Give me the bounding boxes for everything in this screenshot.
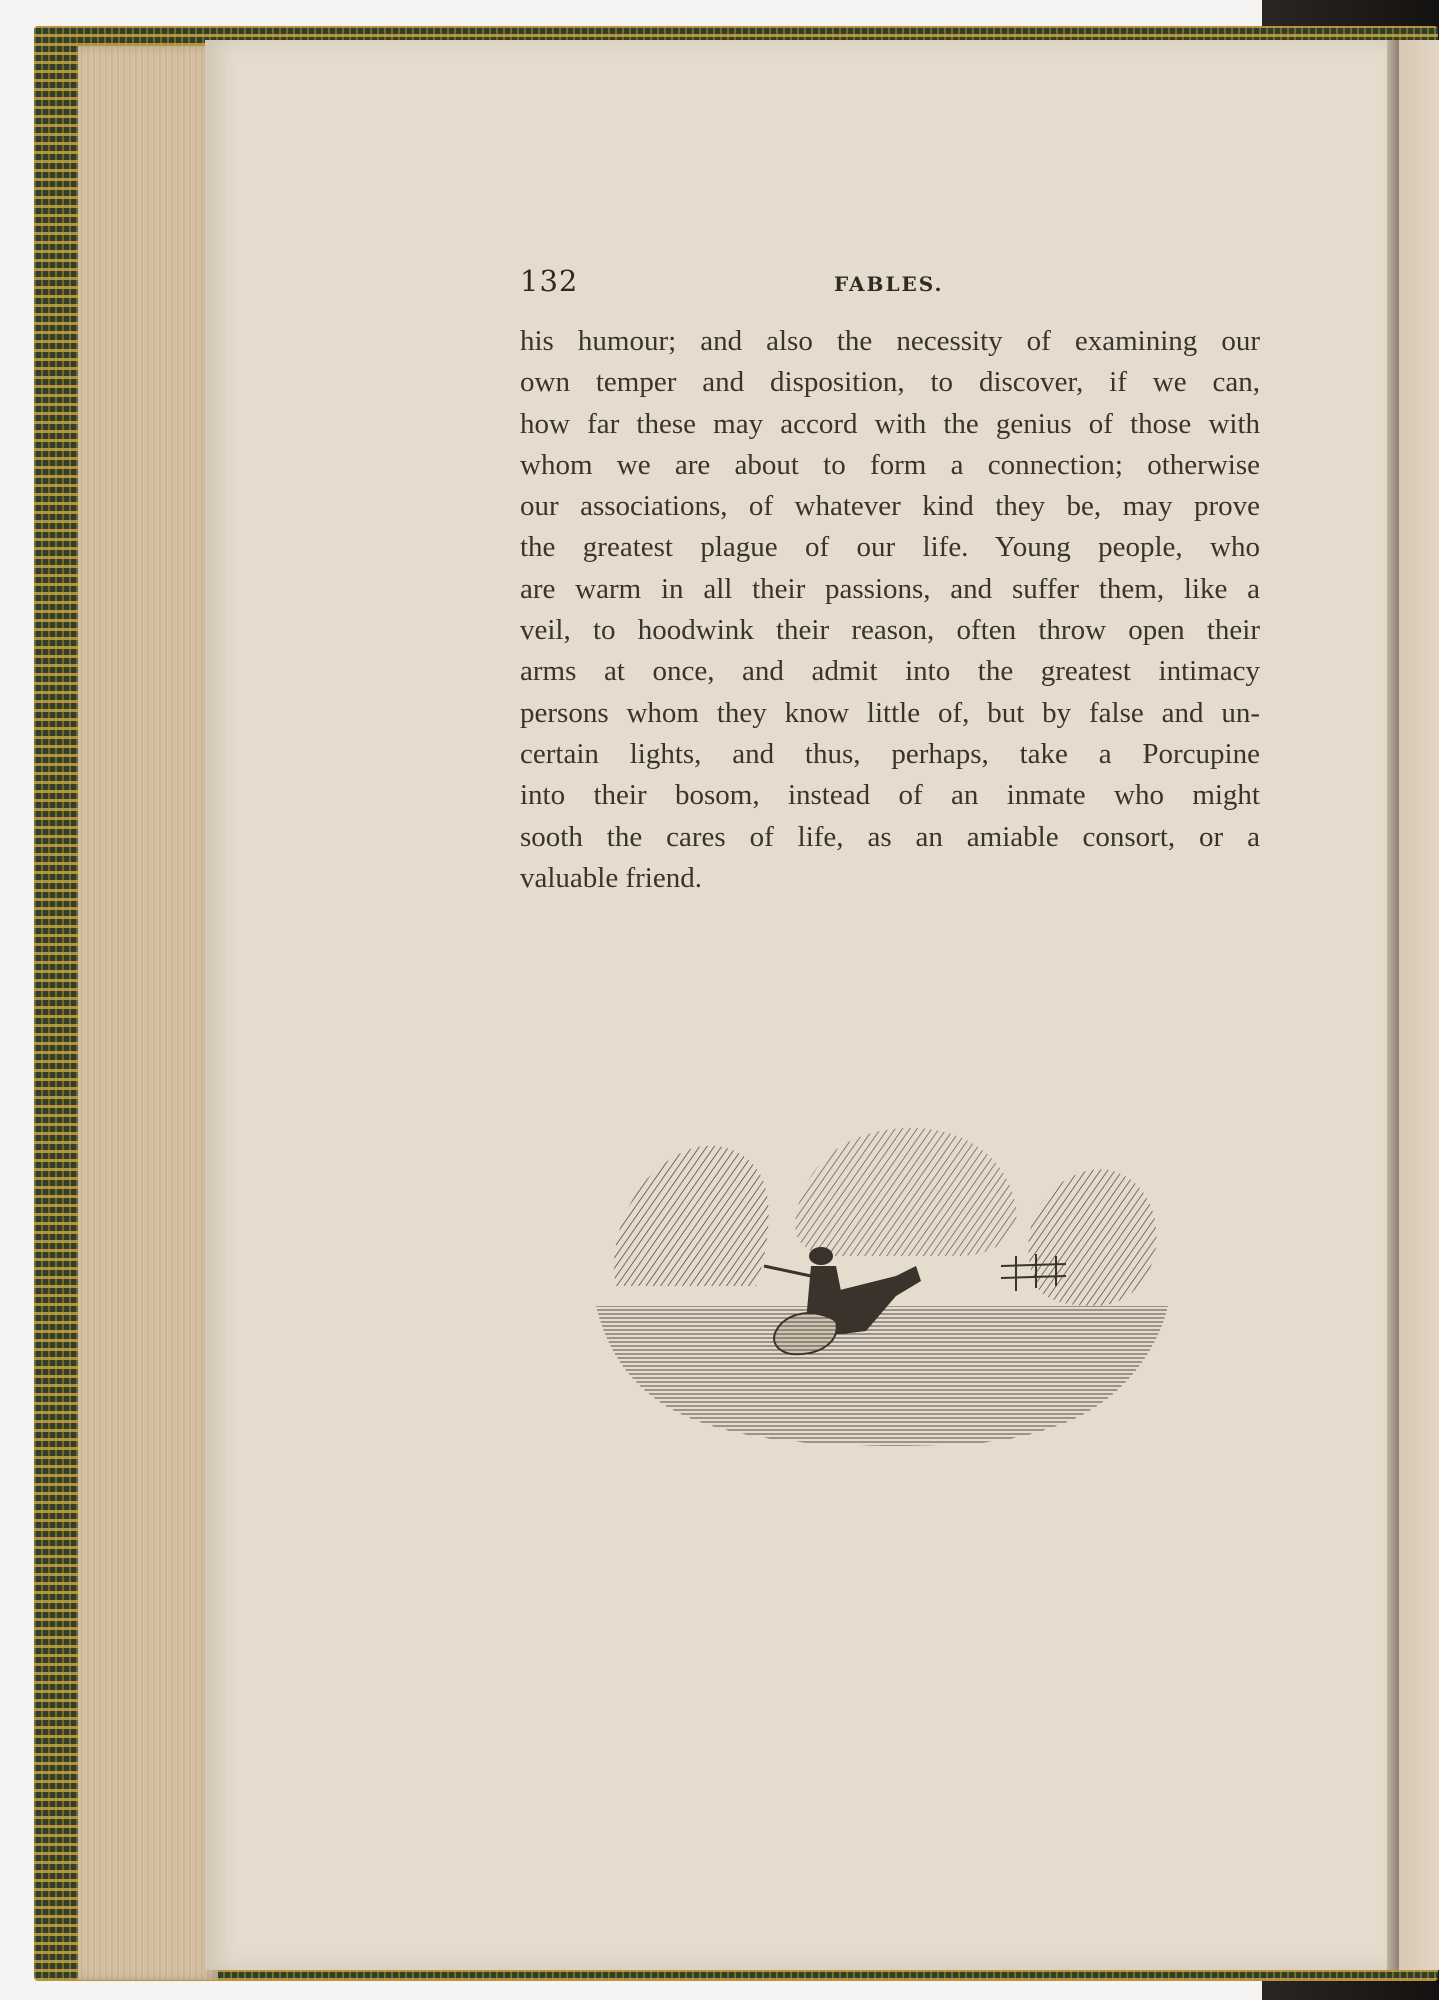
text-line: the greatest plague of our life. Young people, who xyxy=(520,531,1260,564)
book-gutter xyxy=(1387,40,1399,1970)
facing-page-edge xyxy=(1399,40,1439,1970)
text-line: veil, to hoodwink their reason, often throw open their xyxy=(520,614,1260,647)
water-ground xyxy=(596,1306,1168,1446)
text-line: are warm in all their passions, and suffer them, like a xyxy=(520,572,1260,605)
text-line: our associations, of whatever kind they be, may prove xyxy=(520,490,1260,523)
running-head xyxy=(520,264,1260,308)
text-line: arms at once, and admit into the greatest intimacy xyxy=(520,655,1260,688)
woodcut-vignette xyxy=(596,1116,1168,1448)
text-line: into their bosom, instead of an inmate who might xyxy=(520,779,1260,812)
body-text xyxy=(520,321,1260,899)
text-line: persons whom they know little of, but by false and un- xyxy=(520,696,1260,729)
text-line: sooth the cares of life, as an amiable consort, or a xyxy=(520,820,1260,853)
text-line: his humour; and also the necessity of examining our xyxy=(520,325,1260,357)
page-number: 132 xyxy=(520,264,579,298)
tree-left xyxy=(614,1146,769,1286)
text-line: certain lights, and thus, perhaps, take a Porcupine xyxy=(520,737,1260,770)
text-line: how far these may accord with the genius of those with xyxy=(520,407,1260,440)
running-title: FABLES. xyxy=(834,272,944,296)
tree-center xyxy=(795,1128,1017,1256)
text-line: own temper and disposition, to discover, if we can, xyxy=(520,366,1260,399)
page-fore-edge xyxy=(78,46,218,1980)
text-line: whom we are about to form a connection; otherwise xyxy=(520,448,1260,481)
tree-right xyxy=(1028,1169,1156,1306)
text-line: valuable friend. xyxy=(520,861,702,894)
